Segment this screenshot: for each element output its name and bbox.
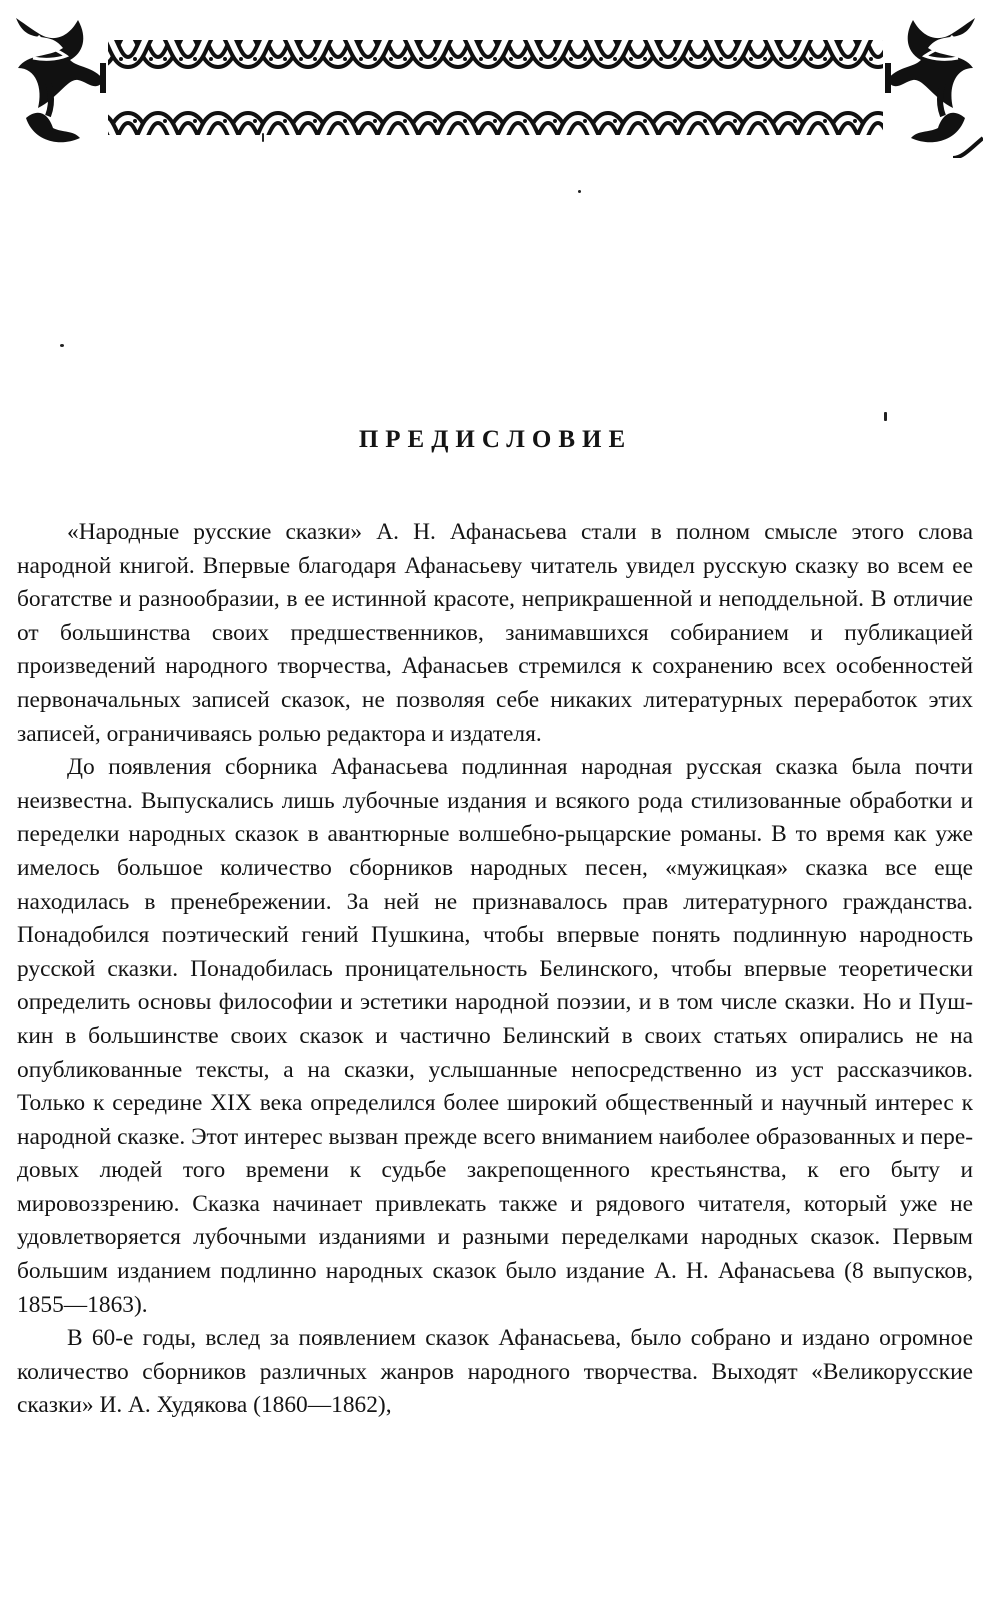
decorative-header-ornament [8,8,983,158]
right-corner-flourish [887,18,983,158]
paragraph-1: «Народные русские сказки» А. Н. Афанасьева стали в полном смысле этого слова народной книгой. Впервые благодаря Афанасьеву читатель увидел русскую сказку во всем ее богатстве и разнообразии, в ее истинной красоте, неприкрашенной и неподдельной. В отличие от большинства своих предшественников, занимавшихся собиранием и публикацией произведений народного творчества, Афанасьев стремился к сохранению всех особенностей первоначальных записей сказок, не позволяя себе никаких литературных переработок этих записей, ограничиваясь ролью редактора и издателя. [17,519,973,747]
page-title: ПРЕДИСЛОВИЕ [358,426,633,453]
print-speck [60,344,64,347]
print-speck [262,133,264,142]
paragraph-2: До появления сборника Афанасьева подлинная народная русская сказка была почти неизвестна. Выпускались лишь лубочные издания и всякого рода стилизованные обработки и переделки народных сказок в авантюрные волшебно-рыцарские романы. В то время как уже имелось большое количество сборников народных песен, «мужицкая» сказка все еще находилась в пренебрежении. За ней не признавалось прав литературного гражданства. Понадобился поэтический гений Пушкина, чтобы впервые понять подлинную народность русской сказки. Понадобилась проницательность Белинского, чтобы впервые теоретически определить основы философии и эстетики народной поэзии, и в том числе сказки. Но и Пушкин в большинстве своих сказок и частично Белинский в своих статьях опирались не на опубликованные тексты, а на сказки, услышанные непосредственно из уст рассказчиков. Только к середине XIX века определился более широкий общественный и научный интерес к народной сказке. Этот интерес вызван прежде всего вниманием наиболее образованных и передовых людей того времени к судьбе закрепощенного крестьянства, к его быту и мировоззрению. Сказка начинает привлекать также и рядового читателя, который уже не удовлетворяется лубочными изданиями и разными переделками народных сказок. Первым большим изданием подлинно народных сказок было издание А. Н. Афанасьева (8 выпусков, 1855—1863). [17,754,973,1318]
left-corner-flourish [16,18,104,142]
print-speck [578,190,581,193]
print-speck [884,412,887,421]
body-text [17,516,973,1423]
paragraph-3: В 60-е годы, вслед за появлением сказок Афанасьева, было собрано и издано огромное количество сборников различных жанров народного творчества. Выходят «Великорусские сказки» И. А. Худякова (1860—1862), [17,1325,973,1419]
